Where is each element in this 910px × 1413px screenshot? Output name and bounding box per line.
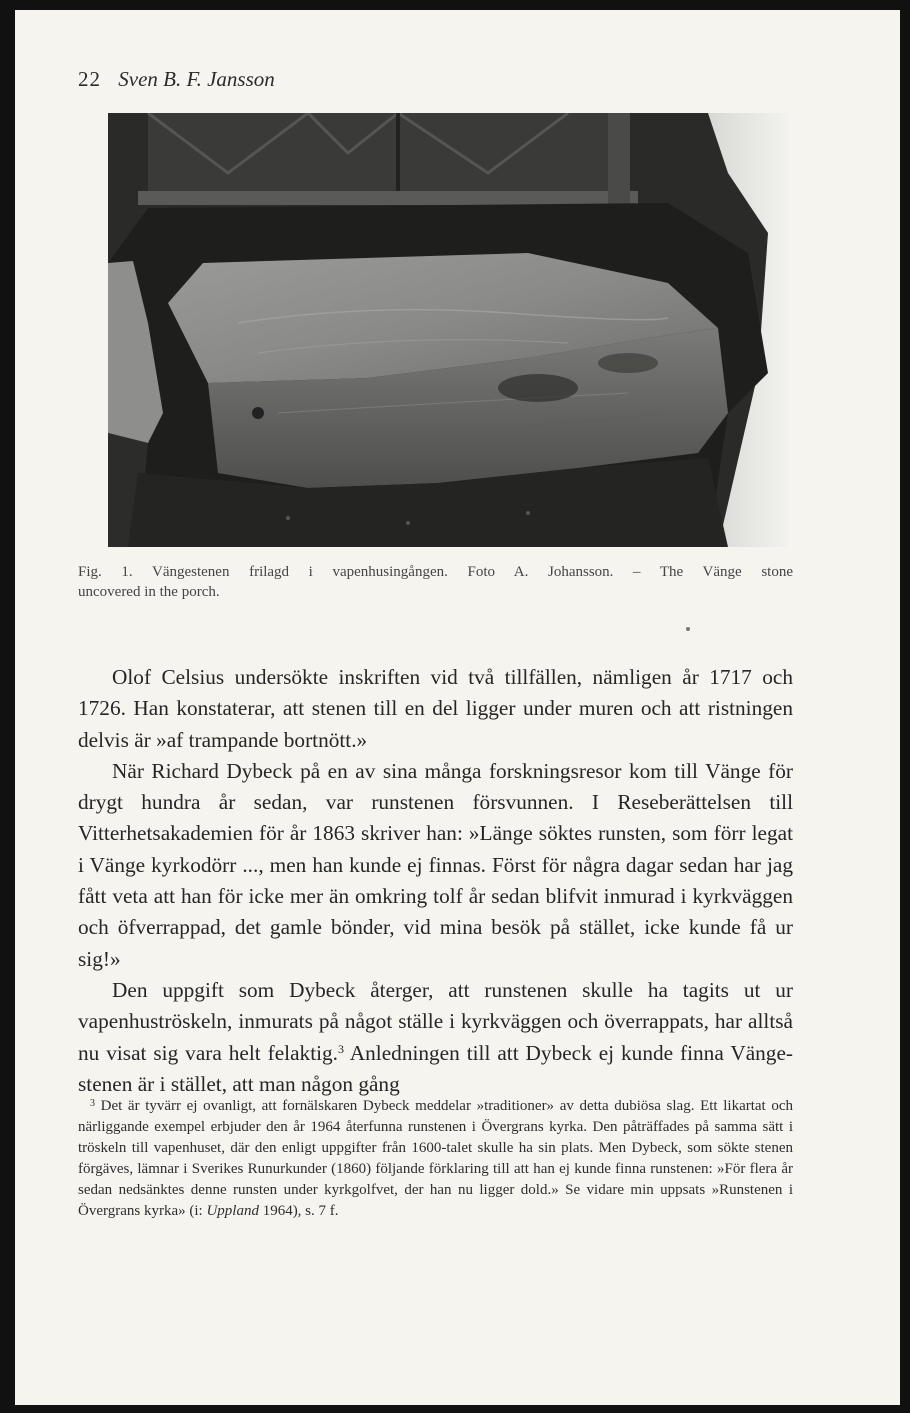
caption-line-1: Fig. 1. Vängestenen frilagd i vapenhusingången. Foto A. Johansson. – The Vänge stone [78,564,793,580]
footnote-title: Uppland [206,1203,259,1219]
body-text [78,662,793,1100]
figure-photo [108,113,788,547]
figure-caption [78,562,793,602]
paragraph-3-part-1: Den uppgift som Dybeck återger, att runstenen skulle ha tagits ut ur vapenhuströskeln, inmurats på något ställe i kyrkväggen och överrappats, har alltså nu visat sig vara helt felaktig. [78,977,793,1065]
footnote-mark: 3 [90,1098,95,1109]
speck [686,627,690,631]
page-number: 22 [78,67,101,91]
photo-vange-stone [108,113,788,547]
running-head-author: Sven B. F. Jansson [118,67,275,91]
paragraph-3-part-2: Anledningen till att Dybeck ej kunde finna Vänge-stenen är i stället, att man någon gång [78,1040,793,1096]
page [15,10,900,1405]
footnote-ref-3[interactable]: 3 [338,1041,345,1056]
footnote-part-2: 1964), s. 7 f. [258,1203,339,1219]
footnote-text [78,1093,793,1222]
paragraph-1: Olof Celsius undersökte inskriften vid två tillfällen, nämligen år 1717 och 1726. Han konstaterar, att stenen till en del ligger under muren och att ristningen delvis är »af trampande bortnött.» [78,665,793,752]
footnote-part-1: Det är tyvärr ej ovanligt, att fornälskaren Dybeck meddelar »traditioner» av detta dubiösa slag. Ett likartat och närliggande exempel erbjuder den år 1964 återfunna runstenen i Övergrans kyrka. Den påträffades på samma sätt i tröskeln till vapenhuset, där den enligt uppgifter från 1600-talet skulle ha sin plats. Men Dybeck, som sökte stenen förgäves, lämnar i Sverikes Runurkunder (1860) följande förklaring till att han ej kunde finna runstenen: »För flera år sedan nedsänktes denne runsten under kyrkgolfvet, der han nu ligger dold.» Se vidare min uppsats »Runstenen i Övergrans kyrka» (i: [78,1098,793,1219]
paragraph-2: När Richard Dybeck på en av sina många forskningsresor kom till Vänge för drygt hundra år sedan, var runstenen försvunnen. I Reseberättelsen till Vitterhetsakademien för år 1863 skriver han: »Länge söktes runsten, som förr legat i Vänge kyrkodörr ..., men han kunde ej finnas. Först för några dagar sedan har jag fått veta att han för icke mer än omkring tolf år sedan blifvit inmurad i kyrkväggen och öfverrappad, det gamle bönder, vid mina besök på stället, icke kunde få ur sig!» [78,758,793,971]
caption-line-2: uncovered in the porch. [78,584,220,600]
paragraph-3 [78,975,793,1100]
running-head [78,67,275,92]
footnote-3 [78,1093,793,1222]
